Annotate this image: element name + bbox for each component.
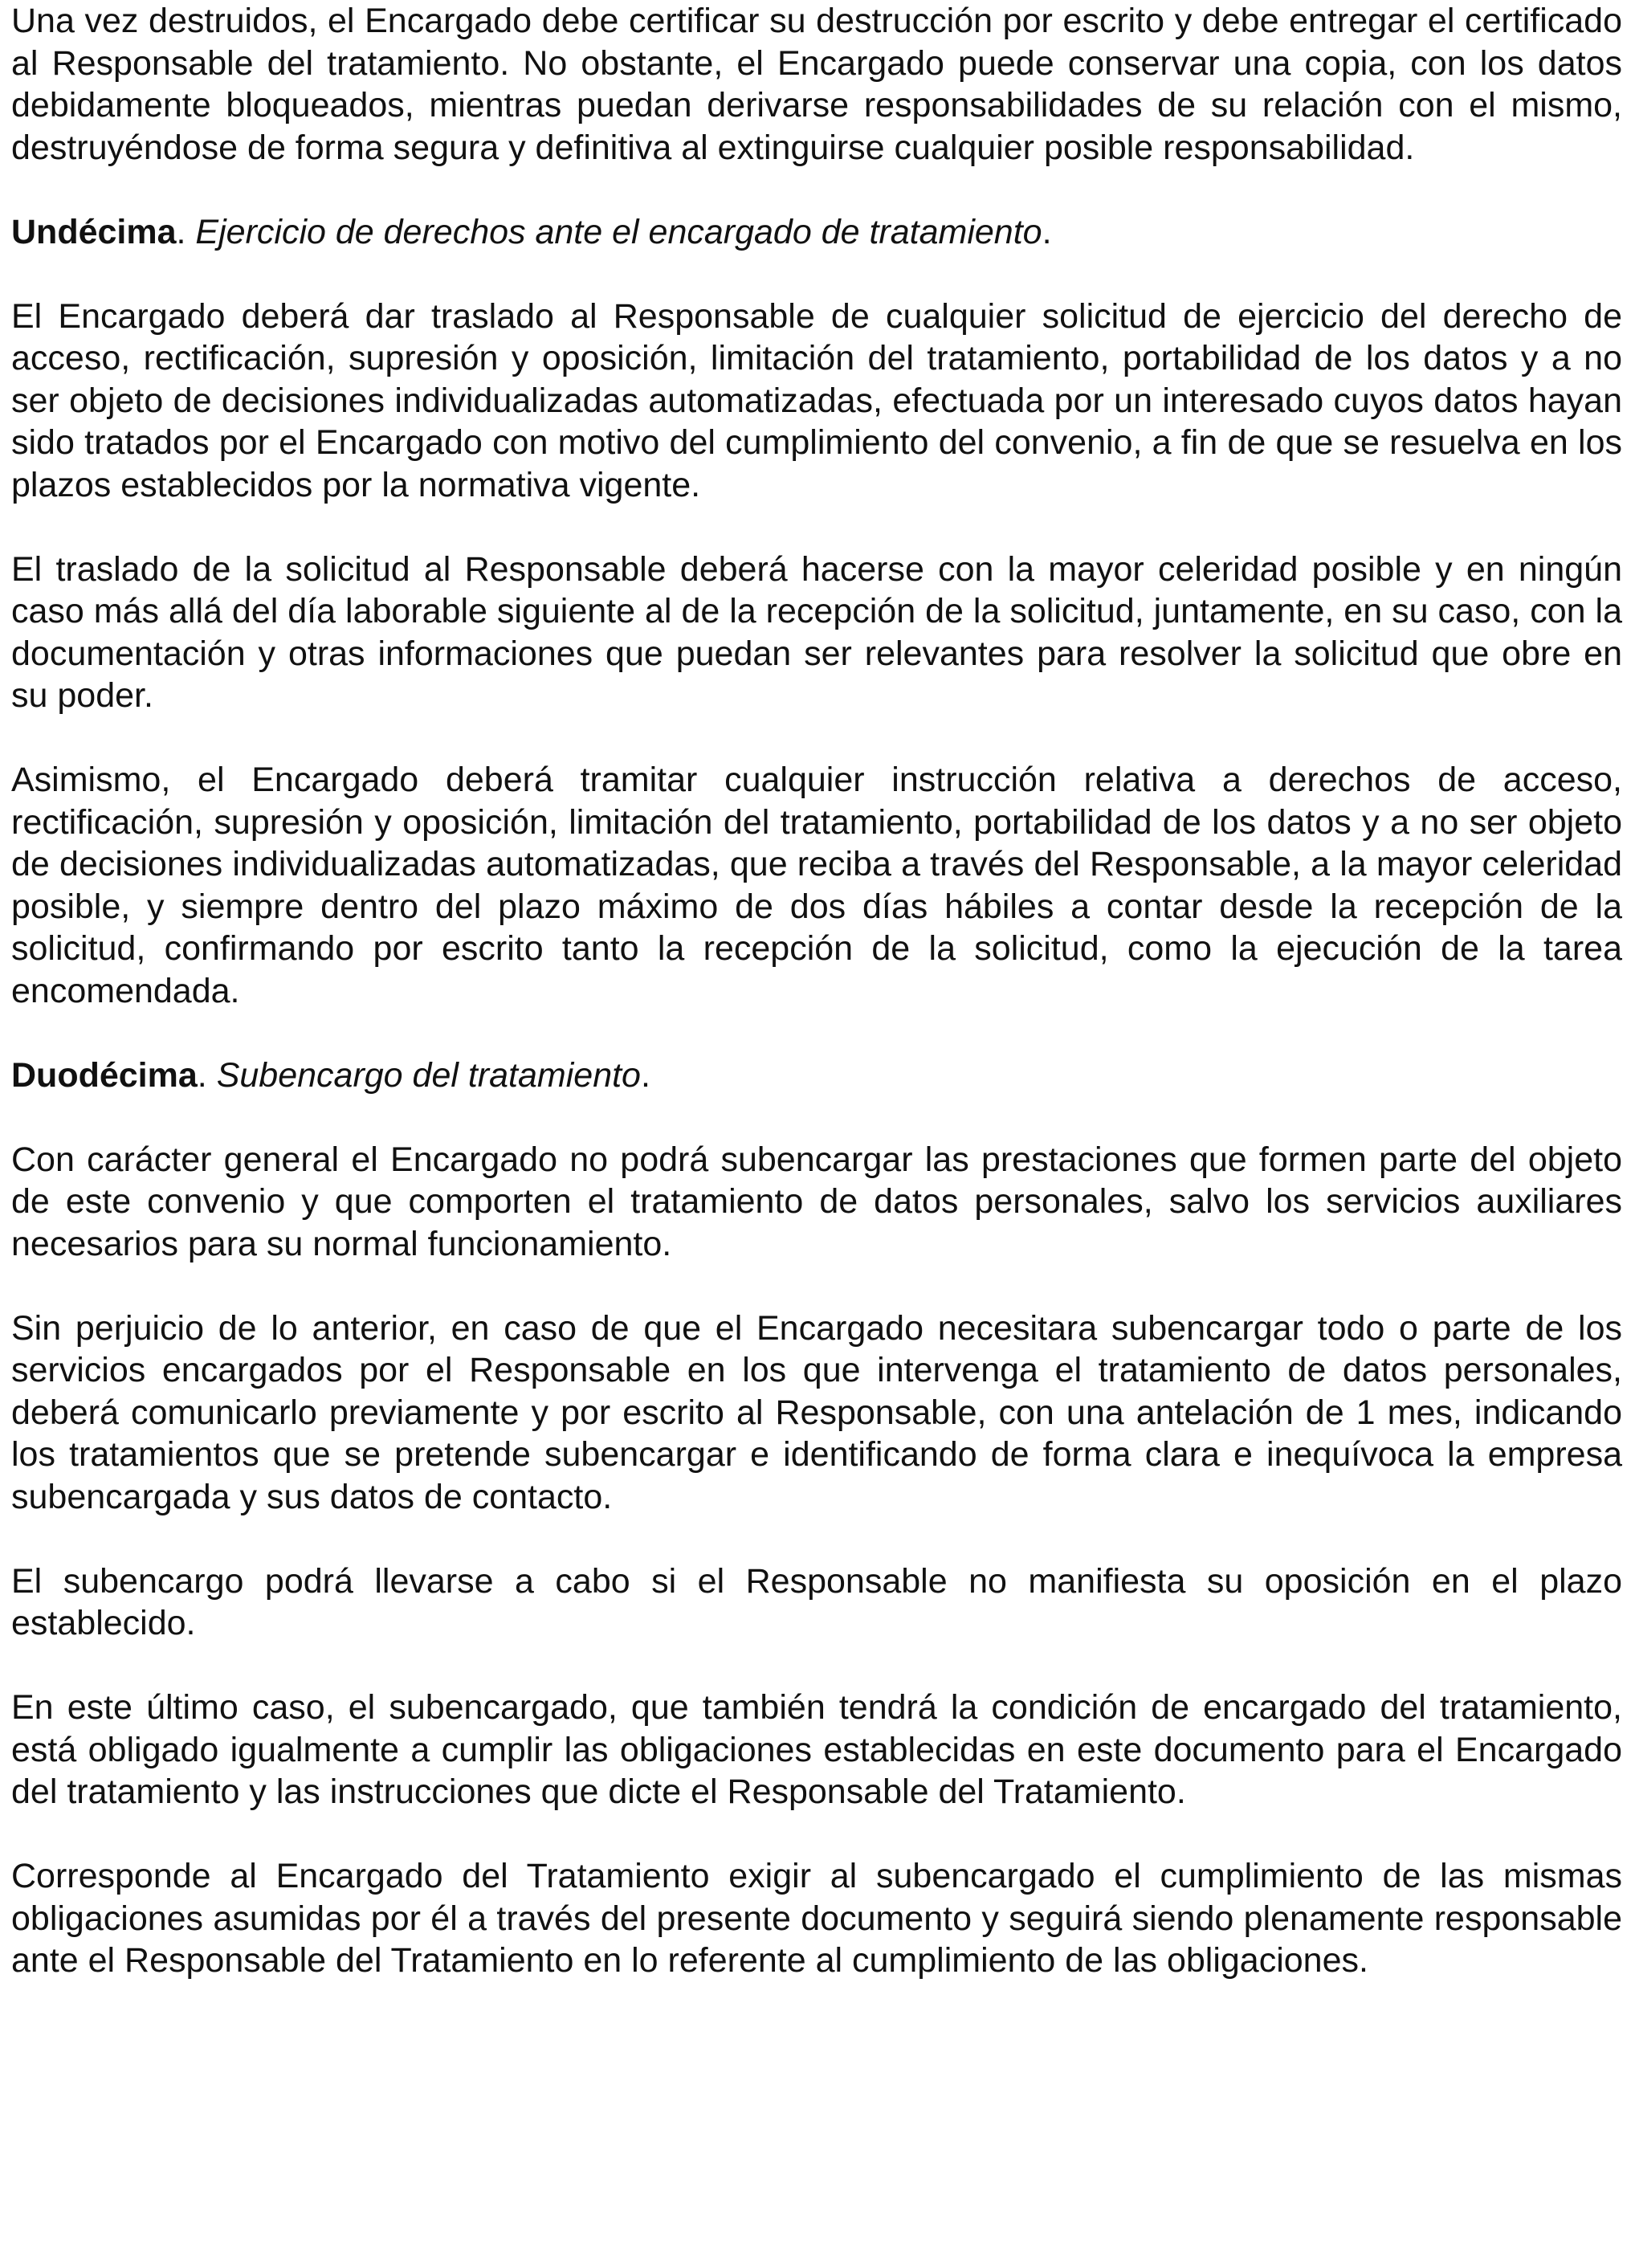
clause-separator: .	[176, 212, 196, 251]
clause-title: Subencargo del tratamiento	[216, 1055, 641, 1095]
clause-separator: .	[197, 1055, 217, 1095]
paragraph: El traslado de la solicitud al Responsable deberá hacerse con la mayor celeridad posible y en ningún caso más allá del día laborable siguiente al de la recepción de la solicitud, juntamente, en su caso, con la documentación y otras informaciones que puedan ser relevantes para resolver la solicitud que obre en su poder.	[11, 549, 1622, 715]
document-page	[11, 0, 1622, 2024]
paragraph: Sin perjuicio de lo anterior, en caso de que el Encargado necesitara subencargar todo o parte de los servicios encargados por el Responsable en los que intervenga el tratamiento de datos personales, deberá comunicarlo previamente y por escrito al Responsable, con una antelación de 1 mes, indicando los tratamientos que se pretende subencargar e identificando de forma clara e inequívoca la empresa subencargada y sus datos de contacto.	[11, 1308, 1622, 1516]
paragraph: El subencargo podrá llevarse a cabo si el Responsable no manifiesta su oposición en el plazo establecido.	[11, 1561, 1622, 1642]
paragraph: Corresponde al Encargado del Tratamiento exigir al subencargado el cumplimiento de las mismas obligaciones asumidas por él a través del presente documento y seguirá siendo plenamente responsable ante el Responsable del Tratamiento en lo referente al cumplimiento de las obligaciones.	[11, 1857, 1622, 1980]
paragraph: Con carácter general el Encargado no podrá subencargar las prestaciones que formen parte del objeto de este convenio y que comporten el tratamiento de datos personales, salvo los servicios auxiliares necesarios para su normal funcionamiento.	[11, 1140, 1622, 1263]
clause-number: Duodécima	[11, 1055, 198, 1095]
clause-end: .	[1042, 212, 1052, 251]
paragraph: En este último caso, el subencargado, que también tendrá la condición de encargado del tratamiento, está obligado igualmente a cumplir las obligaciones establecidas en este documento para el Encargado del tratamiento y las instrucciones que dicte el Responsable del Tratamiento.	[11, 1688, 1622, 1811]
clause-title: Ejercicio de derechos ante el encargado de tratamiento	[195, 212, 1042, 251]
clause-end: .	[640, 1055, 650, 1095]
clause-number: Undécima	[11, 212, 177, 251]
paragraph: Una vez destruidos, el Encargado debe certificar su destrucción por escrito y debe entregar el certificado al Responsable del tratamiento. No obstante, el Encargado puede conservar una copia, con los datos debidamente bloqueados, mientras puedan derivarse responsabilidades de su relación con el mismo, destruyéndose de forma segura y definitiva al extinguirse cualquier posible responsabilidad.	[11, 2, 1622, 167]
paragraph: Asimismo, el Encargado deberá tramitar cualquier instrucción relativa a derechos de acceso, rectificación, supresión y oposición, limitación del tratamiento, portabilidad de los datos y a no ser objeto de decisiones individualizadas automatizadas, que reciba a través del Responsable, a la mayor celeridad posible, y siempre dentro del plazo máximo de dos días hábiles a contar desde la recepción de la solicitud, confirmando por escrito tanto la recepción de la solicitud, como la ejecución de la tarea encomendada.	[11, 761, 1622, 1010]
clause-heading-undecima	[11, 211, 1622, 254]
paragraph: El Encargado deberá dar traslado al Responsable de cualquier solicitud de ejercicio del derecho de acceso, rectificación, supresión y oposición, limitación del tratamiento, portabilidad de los datos y a no ser objeto de decisiones individualizadas automatizadas, efectuada por un interesado cuyos datos hayan sido tratados por el Encargado con motivo del cumplimiento del convenio, a fin de que se resuelva en los plazos establecidos por la normativa vigente.	[11, 296, 1622, 504]
clause-heading-duodecima	[11, 1054, 1622, 1097]
